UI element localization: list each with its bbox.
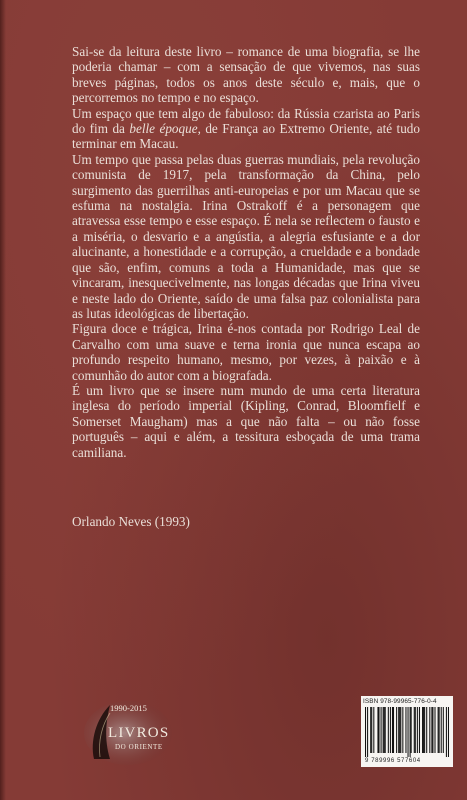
spine-shadow	[0, 0, 6, 800]
barcode-bar	[422, 707, 423, 753]
barcode-bar	[377, 707, 378, 753]
logo-name-line2: DO ORIENTE	[115, 743, 163, 751]
barcode-bar	[388, 707, 389, 753]
barcode-bar	[431, 707, 432, 753]
blurb-paragraph-2	[72, 106, 420, 152]
barcode-bar	[411, 707, 412, 753]
barcode-bar	[393, 707, 394, 753]
barcode-bar	[373, 707, 374, 753]
barcode-bar	[405, 707, 406, 753]
barcode-bar	[429, 707, 430, 753]
barcode-bar	[438, 707, 439, 753]
barcode-bar	[448, 707, 449, 757]
blurb-paragraph-4: Figura doce e trágica, Irina é-nos contada por Rodrigo Leal de Carvalho com uma suave e terna ironia que nunca escapa ao profundo respeito humano, mesmo, por vezes, à paixão e à comunhão do autor com a biografada.	[72, 321, 420, 383]
signature: Orlando Neves (1993)	[72, 514, 190, 529]
blurb-paragraph-1: Sai-se da leitura deste livro – romance de uma biografia, se lhe poderia chamar – com a sensação de que vivemos, nas suas breves páginas, todos os anos deste século e, mais, que o percorremos no tempo e no espaço.	[72, 44, 420, 106]
barcode-bar	[415, 707, 416, 753]
barcode-bar	[424, 707, 425, 753]
barcode-bar	[441, 707, 442, 753]
barcode-bar	[398, 707, 399, 753]
barcode-bar	[402, 707, 403, 753]
barcode-bar	[385, 707, 386, 753]
isbn-barcode-box	[361, 696, 453, 767]
logo-name-line1: LIVROS	[108, 725, 170, 741]
barcode-bar	[392, 707, 393, 753]
blurb-text	[72, 44, 420, 460]
isbn-label: ISBN 978-99965-776-0-4	[363, 698, 437, 705]
barcode-bar	[414, 707, 415, 753]
barcode-bar	[365, 707, 366, 757]
barcode-icon	[365, 707, 449, 757]
barcode-bar	[446, 707, 447, 757]
blurb-paragraph-2-italic: belle époque	[129, 121, 198, 137]
barcode-bar	[432, 707, 433, 753]
barcode-bar	[381, 707, 382, 753]
barcode-bar	[434, 707, 435, 753]
blurb-paragraph-3: Um tempo que passa pelas duas guerras mundiais, pela revolução comunista de 1917, pela transformação da China, pelo surgimento das guerrilhas anti-europeias e por um Macau que se esfuma na nostalgia. Irina Ostrakoff é a personagem que atravessa esse tempo e esse espaço. É nela se reflectem o fausto e a miséria, o desvario e a angústia, a alegria esfusiante e a dor alucinante, a honestidade e a corrupção, a crueldade e a bondade que são, enfim, comuns a toda a Humanidade, mas que se vincaram, inesquecivelmente, nas longas décadas que Irina viveu e neste lado do Oriente, saído de uma falsa paz colonialista para as lutas ideológicas de libertação.	[72, 151, 420, 321]
barcode-bar	[426, 707, 427, 753]
publisher-logo-icon	[80, 697, 176, 767]
barcode-bar	[390, 707, 391, 753]
barcode-bar	[419, 707, 420, 753]
logo-years: 1990-2015	[110, 703, 147, 713]
publisher-logo	[80, 697, 176, 767]
barcode-bar	[400, 707, 401, 753]
barcode-bar	[439, 707, 440, 753]
barcode-bar	[378, 707, 379, 753]
barcode-digits: 9 789996 577604	[365, 758, 421, 764]
barcode-bar	[383, 707, 384, 753]
blurb-paragraph-2-end: , de França ao Extremo Oriente, até tudo terminar em Macau.	[72, 121, 420, 152]
barcode-bar	[396, 707, 397, 753]
barcode-bar	[417, 707, 418, 753]
barcode-bar	[367, 707, 368, 757]
barcode-bar	[423, 707, 424, 753]
barcode-bar	[370, 707, 371, 753]
barcode-bar	[443, 707, 444, 753]
blurb-paragraph-5: É um livro que se insere num mundo de uma certa literatura inglesa do período imperial (Kipling, Conrad, Bloomfielf e Somerset Maugham) mas a que não falta – ou não fosse português – aqui e além, a tessitura esboçada de uma trama camiliana.	[72, 382, 420, 460]
barcode-bar	[408, 707, 409, 757]
barcode-bar	[384, 707, 385, 753]
barcode-bar	[410, 707, 411, 757]
blurb-paragraph-2-start: Um espaço que tem algo de fabuloso: da Rússia czarista ao Paris do fim da	[72, 105, 420, 137]
barcode-bar	[371, 707, 372, 753]
barcode-bar	[399, 707, 400, 753]
